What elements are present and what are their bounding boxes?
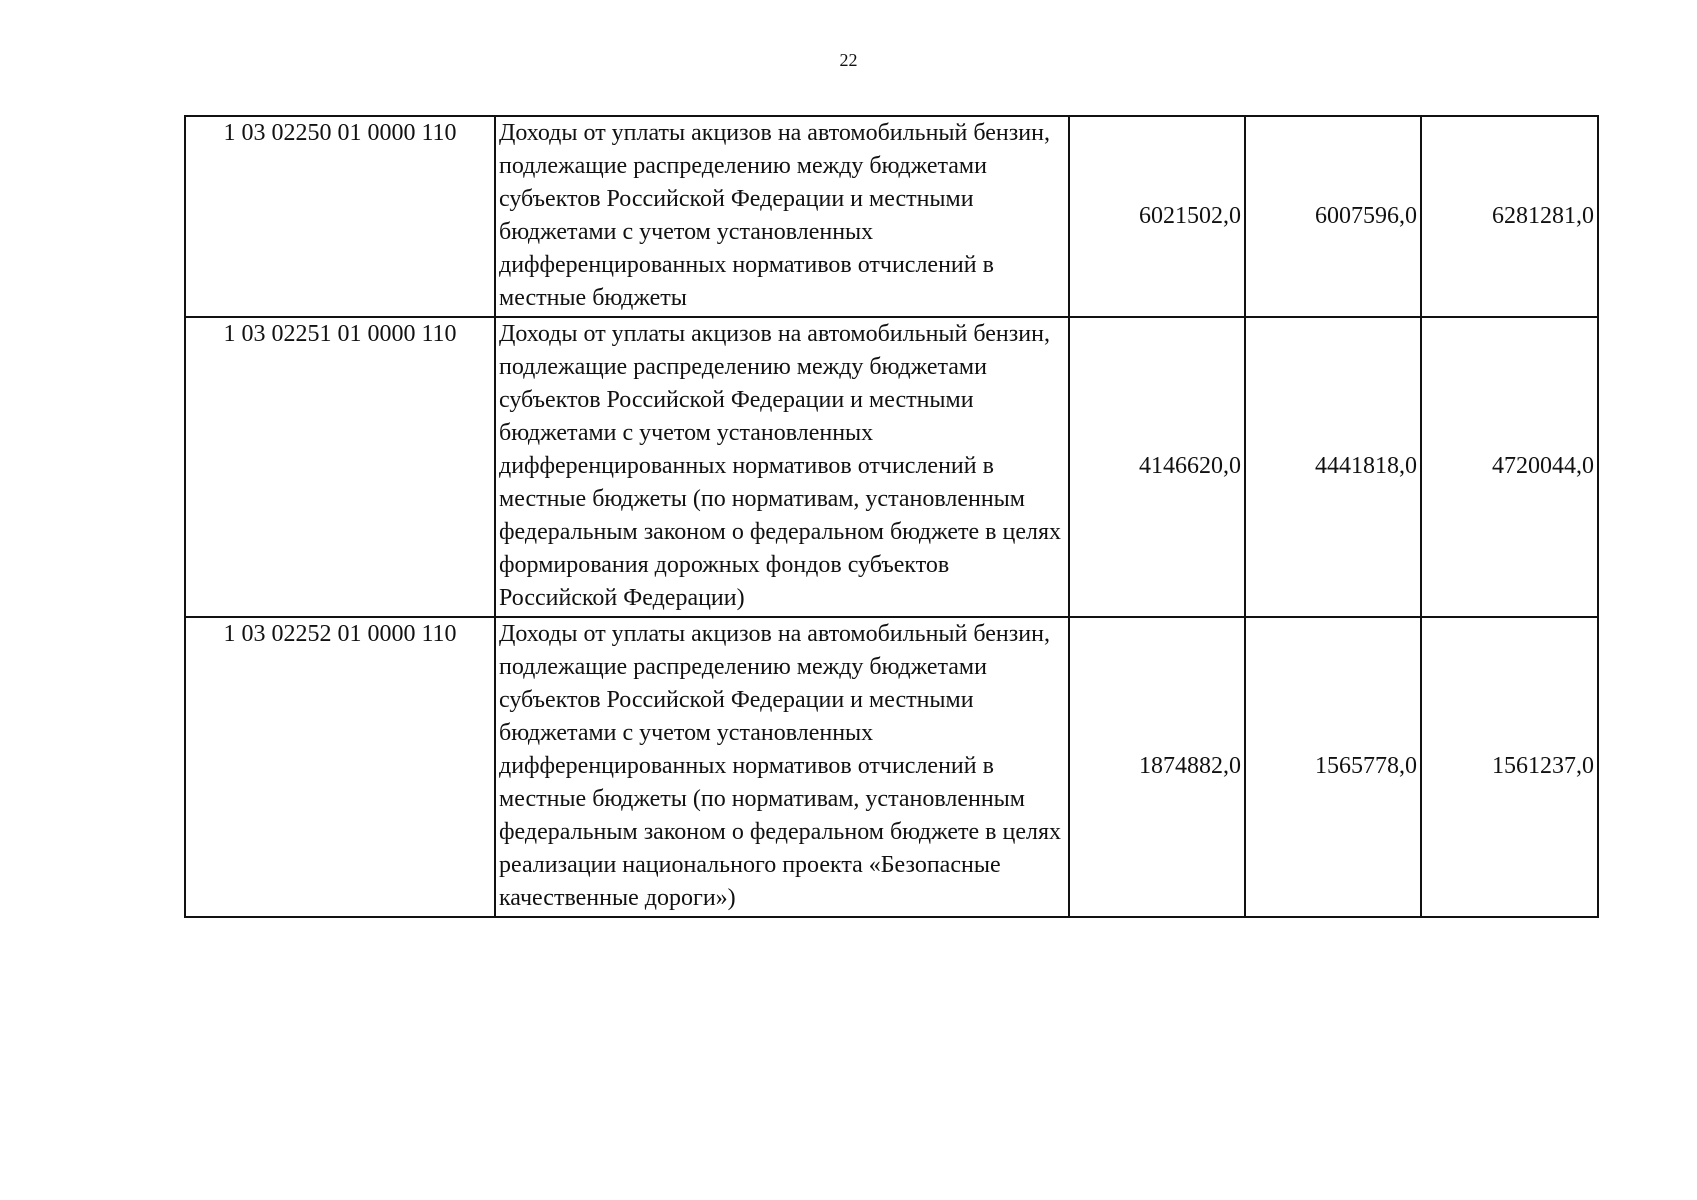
- amount-year-1: 6021502,0: [1069, 116, 1245, 317]
- table-row: [185, 617, 1598, 917]
- amount-year-2: 6007596,0: [1245, 116, 1421, 317]
- table-row: [185, 317, 1598, 617]
- budget-classification-code: 1 03 02250 01 0000 110: [185, 116, 495, 317]
- amount-year-2: 4441818,0: [1245, 317, 1421, 617]
- amount-year-2: 1565778,0: [1245, 617, 1421, 917]
- amount-year-3: 4720044,0: [1421, 317, 1598, 617]
- revenue-description: Доходы от уплаты акцизов на автомобильный бензин, подлежащие распределению между бюджетами субъектов Российской Федерации и местными бюджетами с учетом установленных дифференцированных нормативов отчислений в местные бюджеты: [495, 116, 1069, 317]
- page-number: 22: [839, 50, 858, 70]
- amount-year-3: 6281281,0: [1421, 116, 1598, 317]
- table-row: [185, 116, 1598, 317]
- revenue-description: Доходы от уплаты акцизов на автомобильный бензин, подлежащие распределению между бюджетами субъектов Российской Федерации и местными бюджетами с учетом установленных дифференцированных нормативов отчислений в местные бюджеты (по нормативам, установленным федеральным законом о федеральном бюджете в целях реализации национального проекта «Безопасные качественные дороги»): [495, 617, 1069, 917]
- budget-classification-code: 1 03 02251 01 0000 110: [185, 317, 495, 617]
- amount-year-1: 4146620,0: [1069, 317, 1245, 617]
- amount-year-1: 1874882,0: [1069, 617, 1245, 917]
- budget-classification-code: 1 03 02252 01 0000 110: [185, 617, 495, 917]
- amount-year-3: 1561237,0: [1421, 617, 1598, 917]
- revenue-description: Доходы от уплаты акцизов на автомобильный бензин, подлежащие распределению между бюджетами субъектов Российской Федерации и местными бюджетами с учетом установленных дифференцированных нормативов отчислений в местные бюджеты (по нормативам, установленным федеральным законом о федеральном бюджете в целях формирования дорожных фондов субъектов Российской Федерации): [495, 317, 1069, 617]
- revenue-table: [184, 115, 1599, 918]
